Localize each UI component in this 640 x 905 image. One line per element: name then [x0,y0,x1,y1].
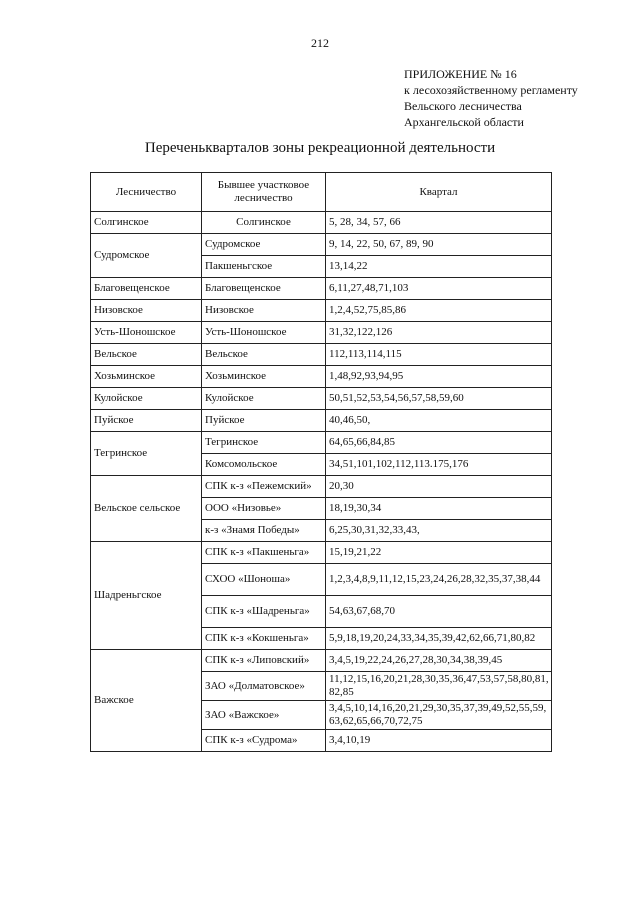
former-district-cell: Благовещенское [202,278,326,300]
table-row [91,234,552,256]
former-district-cell: ООО «Низовье» [202,498,326,520]
quarter-cell: 50,51,52,53,54,56,57,58,59,60 [326,388,552,410]
forestry-cell: Пуйское [91,410,202,432]
former-district-cell: СПК к-з «Кокшеньга» [202,628,326,650]
header-quarter: Квартал [326,173,552,212]
quarter-cell: 1,2,4,52,75,85,86 [326,300,552,322]
former-district-cell: Пуйское [202,410,326,432]
table-body [91,212,552,752]
quarter-cell: 20,30 [326,476,552,498]
former-district-cell: СПК к-з «Пежемский» [202,476,326,498]
forestry-cell: Хозьминское [91,366,202,388]
quarter-cell: 11,12,15,16,20,21,28,30,35,36,47,53,57,58,80,81, 82,85 [326,672,552,701]
former-district-cell: СПК к-з «Судрома» [202,730,326,752]
forestry-cell: Важское [91,650,202,752]
former-district-cell: СПК к-з «Липовский» [202,650,326,672]
quarter-cell: 9, 14, 22, 50, 67, 89, 90 [326,234,552,256]
table-row [91,322,552,344]
quarter-cell: 18,19,30,34 [326,498,552,520]
table-row [91,476,552,498]
forestry-cell: Кулойское [91,388,202,410]
document-title: Переченькварталов зоны рекреационной деятельности [144,140,496,156]
quarter-cell: 3,4,10,19 [326,730,552,752]
quarter-cell: 6,11,27,48,71,103 [326,278,552,300]
former-district-cell: Судромское [202,234,326,256]
table-row [91,650,552,672]
quarter-cell: 1,2,3,4,8,9,11,12,15,23,24,26,28,32,35,37,38,44 [326,564,552,596]
former-district-cell: к-з «Знамя Победы» [202,520,326,542]
former-district-cell: СПК к-з «Шадреньга» [202,596,326,628]
table-row [91,278,552,300]
appendix-line-1: ПРИЛОЖЕНИЕ № 16 [404,67,517,81]
header-forestry: Лесничество [91,173,202,212]
forestry-cell: Судромское [91,234,202,278]
quarters-table [90,172,552,752]
former-district-cell: Усть-Шоношское [202,322,326,344]
quarter-cell: 31,32,122,126 [326,322,552,344]
forestry-cell: Вельское сельское [91,476,202,542]
table-row [91,366,552,388]
appendix-line-2: к лесохозяйственному регламенту [404,83,578,97]
former-district-cell: СПК к-з «Пакшеньга» [202,542,326,564]
former-district-cell: Низовское [202,300,326,322]
former-district-cell: ЗАО «Долматовское» [202,672,326,701]
former-district-cell: СХОО «Шоноша» [202,564,326,596]
table-row [91,542,552,564]
appendix-line-4: Архангельской области [404,115,524,129]
former-district-cell: ЗАО «Важское» [202,701,326,730]
table-header-row [91,173,552,212]
appendix-line-3: Вельского лесничества [404,99,522,113]
quarter-cell: 5,9,18,19,20,24,33,34,35,39,42,62,66,71,80,82 [326,628,552,650]
quarter-cell: 40,46,50, [326,410,552,432]
quarter-cell: 64,65,66,84,85 [326,432,552,454]
quarter-cell: 1,48,92,93,94,95 [326,366,552,388]
forestry-cell: Усть-Шоношское [91,322,202,344]
table-row [91,344,552,366]
table-row [91,410,552,432]
former-district-cell: Хозьминское [202,366,326,388]
header-former-district: Бывшее участковое лесничество [202,173,326,212]
table-row [91,212,552,234]
quarter-cell: 6,25,30,31,32,33,43, [326,520,552,542]
quarter-cell: 34,51,101,102,112,113.175,176 [326,454,552,476]
page-number: 212 [311,36,329,50]
former-district-cell: Солгинское [202,212,326,234]
table-row [91,432,552,454]
quarter-cell: 5, 28, 34, 57, 66 [326,212,552,234]
quarter-cell: 3,4,5,19,22,24,26,27,28,30,34,38,39,45 [326,650,552,672]
forestry-cell: Вельское [91,344,202,366]
quarter-cell: 13,14,22 [326,256,552,278]
former-district-cell: Комсомольское [202,454,326,476]
quarter-cell: 15,19,21,22 [326,542,552,564]
table-row [91,388,552,410]
forestry-cell: Тегринское [91,432,202,476]
former-district-cell: Вельское [202,344,326,366]
forestry-cell: Солгинское [91,212,202,234]
quarter-cell: 54,63,67,68,70 [326,596,552,628]
forestry-cell: Низовское [91,300,202,322]
appendix-block [404,66,578,130]
former-district-cell: Тегринское [202,432,326,454]
table-row [91,300,552,322]
forestry-cell: Благовещенское [91,278,202,300]
former-district-cell: Кулойское [202,388,326,410]
forestry-cell: Шадреньгское [91,542,202,650]
former-district-cell: Пакшеньгское [202,256,326,278]
quarter-cell: 112,113,114,115 [326,344,552,366]
quarter-cell: 3,4,5,10,14,16,20,21,29,30,35,37,39,49,52,55,59, 63,62,65,66,70,72,75 [326,701,552,730]
